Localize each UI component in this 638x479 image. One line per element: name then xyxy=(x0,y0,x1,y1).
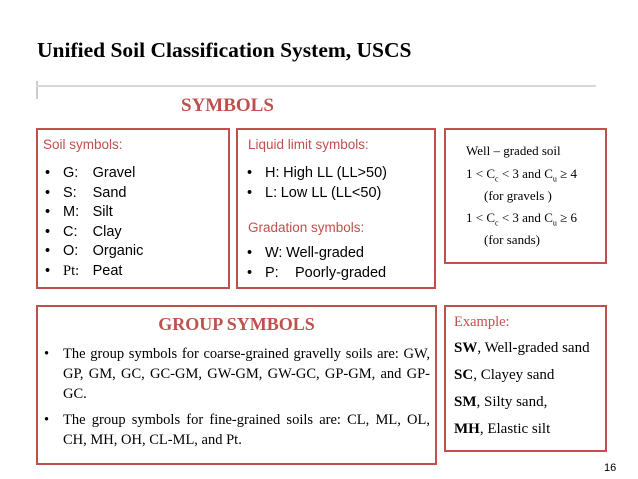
list-item: SC, Clayey sand xyxy=(454,367,555,383)
example-label: Example: xyxy=(454,314,510,330)
list-item: MH, Elastic silt xyxy=(454,421,551,437)
soil-symbols-box xyxy=(36,128,230,289)
title-rule-horizontal xyxy=(36,85,596,87)
well-graded-box xyxy=(444,128,607,264)
group-symbols-list xyxy=(44,344,430,456)
list-item: • Pt: Peat xyxy=(45,262,123,279)
group-symbols-box xyxy=(36,305,437,465)
list-item: SM, Silty sand, xyxy=(454,394,548,410)
gravel-note: (for gravels ) xyxy=(484,188,552,203)
gradation-list xyxy=(247,244,386,283)
list-item: • G: Gravel xyxy=(45,165,136,181)
list-item: • C: Clay xyxy=(45,223,122,240)
well-graded-heading: Well – graded soil xyxy=(466,143,561,158)
list-item: • P: Poorly-graded xyxy=(247,264,387,281)
list-item: • H: High LL (LL>50) xyxy=(247,165,387,181)
slide-title: Unified Soil Classification System, USCS xyxy=(37,38,412,62)
liquid-limit-list xyxy=(247,164,387,203)
list-item: • M: Silt xyxy=(45,204,113,220)
list-item: • O: Organic xyxy=(45,243,144,259)
gravel-condition: $1 < C_c < 3$ and $C_u \ge 4$ xyxy=(466,166,577,184)
list-item: • L: Low LL (LL<50) xyxy=(247,184,382,201)
sand-condition: $1 < C_c < 3$ and $C_u \ge 6$ xyxy=(466,210,577,228)
example-box xyxy=(444,305,607,452)
group-symbols-heading: GROUP SYMBOLS xyxy=(158,314,315,334)
soil-symbols-list xyxy=(45,164,143,281)
list-item: • The group symbols for fine-grained soils are: CL, ML, OL, CH, MH, OH, CL-ML, and Pt. xyxy=(44,412,430,448)
list-item: • S: Sand xyxy=(45,184,127,201)
sand-note: (for sands) xyxy=(484,232,540,247)
list-item: • W: Well-graded xyxy=(247,245,364,261)
symbols-heading: SYMBOLS xyxy=(181,95,274,116)
title-rule-vertical xyxy=(36,81,38,99)
gradation-label: Gradation symbols: xyxy=(248,220,365,235)
liquid-limit-box xyxy=(236,128,436,289)
list-item: • The group symbols for coarse-grained gravelly soils are: GW, GP, GM, GC, GC-GM, GW-GM, GW-GC, GP-GM, and GP-GC. xyxy=(44,346,430,402)
page-number: 16 xyxy=(604,462,617,474)
list-item: SW, Well-graded sand xyxy=(454,340,590,356)
soil-symbols-label: Soil symbols: xyxy=(43,137,123,152)
liquid-limit-label: Liquid limit symbols: xyxy=(248,137,369,152)
